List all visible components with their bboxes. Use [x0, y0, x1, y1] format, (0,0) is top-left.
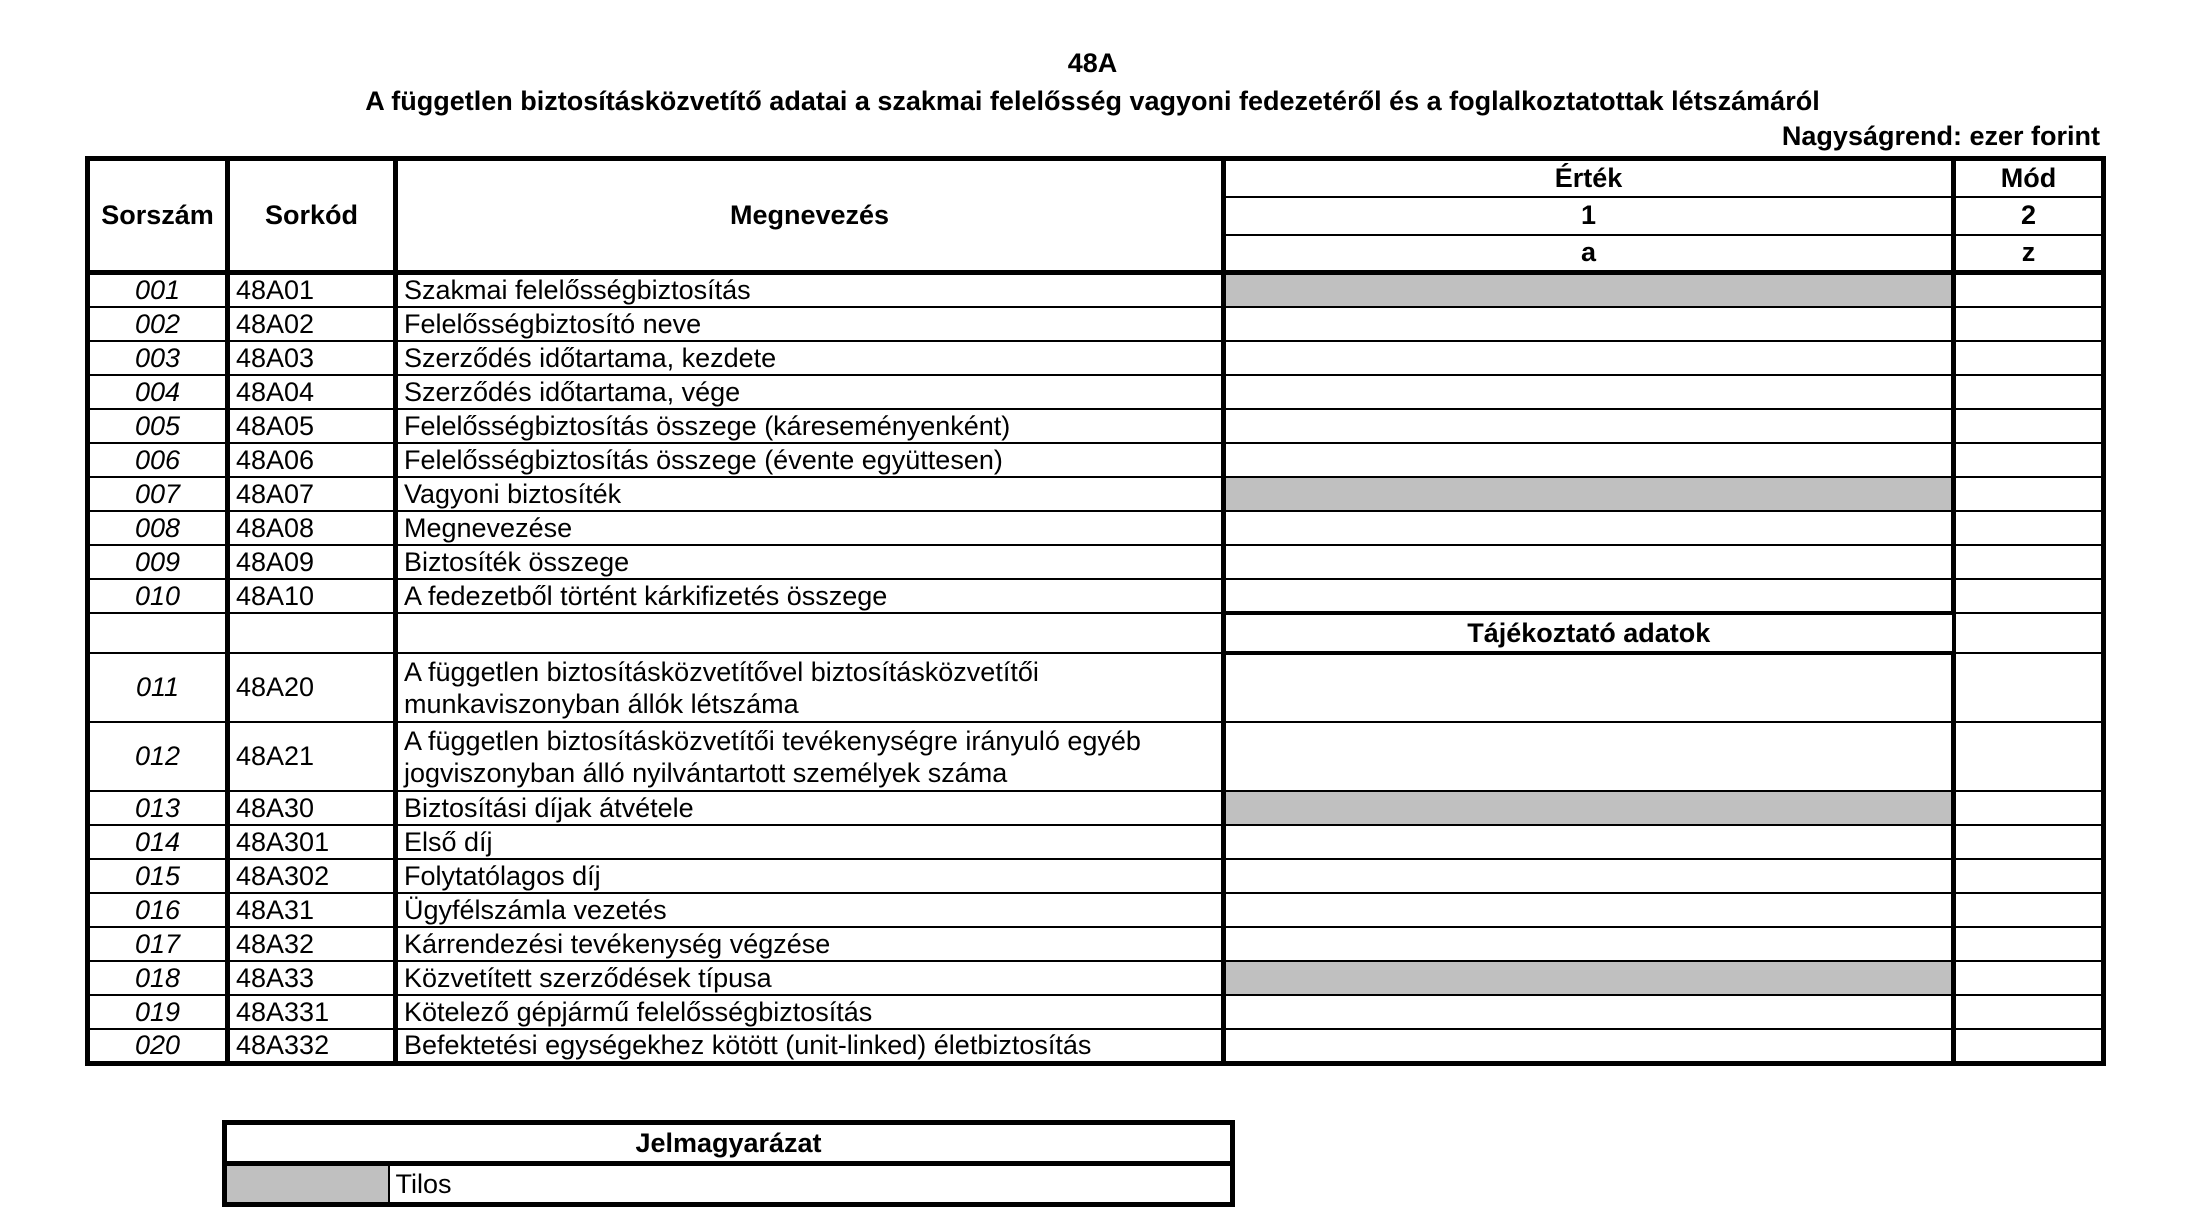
- row-megnevezes: Kötelező gépjármű felelősségbiztosítás: [396, 995, 1224, 1029]
- row-mod-cell[interactable]: [1954, 307, 2104, 341]
- table-row: [88, 443, 2104, 477]
- row-ertek-cell[interactable]: [1224, 341, 1954, 375]
- table-row: [88, 409, 2104, 443]
- row-mod-cell[interactable]: [1954, 443, 2104, 477]
- row-sorkod: 48A09: [228, 545, 396, 579]
- row-ertek-cell[interactable]: [1224, 825, 1954, 859]
- row-megnevezes: Felelősségbiztosítás összege (évente együttesen): [396, 443, 1224, 477]
- row-sorkod: 48A05: [228, 409, 396, 443]
- row-megnevezes: A független biztosításközvetítői tevékenységre irányuló egyéb jogviszonyban álló nyilvántartott személyek száma: [396, 722, 1224, 791]
- row-mod-cell[interactable]: [1954, 653, 2104, 722]
- row-sorkod: 48A32: [228, 927, 396, 961]
- info-empty-sorkod: [228, 613, 396, 653]
- row-megnevezes: Felelősségbiztosítás összege (káreseményenként): [396, 409, 1224, 443]
- row-sorszam: 008: [88, 511, 228, 545]
- row-sorszam: 017: [88, 927, 228, 961]
- row-ertek-cell: [1224, 791, 1954, 825]
- table-row: [88, 273, 2104, 308]
- row-mod-cell[interactable]: [1954, 961, 2104, 995]
- row-megnevezes: Felelősségbiztosító neve: [396, 307, 1224, 341]
- row-sorszam: 002: [88, 307, 228, 341]
- row-mod-cell[interactable]: [1954, 1029, 2104, 1064]
- row-sorszam: 004: [88, 375, 228, 409]
- row-ertek-cell[interactable]: [1224, 653, 1954, 722]
- legend-grey-swatch: [225, 1164, 389, 1205]
- header-mod-letter: z: [1954, 235, 2104, 273]
- row-sorszam: 005: [88, 409, 228, 443]
- row-megnevezes: Ügyfélszámla vezetés: [396, 893, 1224, 927]
- row-megnevezes: Biztosítási díjak átvétele: [396, 791, 1224, 825]
- row-ertek-cell[interactable]: [1224, 1029, 1954, 1064]
- row-sorszam: 010: [88, 579, 228, 613]
- row-ertek-cell[interactable]: [1224, 375, 1954, 409]
- row-sorkod: 48A08: [228, 511, 396, 545]
- row-sorkod: 48A06: [228, 443, 396, 477]
- row-sorkod: 48A04: [228, 375, 396, 409]
- row-mod-cell[interactable]: [1954, 995, 2104, 1029]
- row-mod-cell[interactable]: [1954, 545, 2104, 579]
- legend-table: [222, 1120, 1235, 1207]
- row-mod-cell[interactable]: [1954, 341, 2104, 375]
- row-megnevezes: Vagyoni biztosíték: [396, 477, 1224, 511]
- row-sorszam: 009: [88, 545, 228, 579]
- table-row: [88, 341, 2104, 375]
- row-mod-cell[interactable]: [1954, 893, 2104, 927]
- info-empty-mod: [1954, 613, 2104, 653]
- table-row: [88, 927, 2104, 961]
- row-sorszam: 006: [88, 443, 228, 477]
- row-megnevezes: Megnevezése: [396, 511, 1224, 545]
- row-sorszam: 016: [88, 893, 228, 927]
- row-ertek-cell: [1224, 477, 1954, 511]
- header-sorkod: Sorkód: [228, 159, 396, 273]
- main-table: [85, 156, 2106, 1066]
- table-row: [88, 511, 2104, 545]
- row-megnevezes: Szerződés időtartama, vége: [396, 375, 1224, 409]
- row-sorkod: 48A30: [228, 791, 396, 825]
- row-megnevezes: Közvetített szerződések típusa: [396, 961, 1224, 995]
- row-ertek-cell: [1224, 273, 1954, 308]
- row-mod-cell[interactable]: [1954, 722, 2104, 791]
- row-ertek-cell: [1224, 961, 1954, 995]
- header-sorszam: Sorszám: [88, 159, 228, 273]
- row-ertek-cell[interactable]: [1224, 893, 1954, 927]
- unit-note: Nagyságrend: ezer forint: [1781, 121, 2100, 151]
- row-sorkod: 48A332: [228, 1029, 396, 1064]
- row-sorkod: 48A33: [228, 961, 396, 995]
- table-row: [88, 477, 2104, 511]
- row-sorkod: 48A01: [228, 273, 396, 308]
- row-sorkod: 48A301: [228, 825, 396, 859]
- row-ertek-cell[interactable]: [1224, 927, 1954, 961]
- header-ertek-letter: a: [1224, 235, 1954, 273]
- header-mod: Mód: [1954, 159, 2104, 197]
- row-sorszam: 018: [88, 961, 228, 995]
- row-sorszam: 007: [88, 477, 228, 511]
- row-megnevezes: Folytatólagos díj: [396, 859, 1224, 893]
- legend-title: Jelmagyarázat: [225, 1123, 1233, 1164]
- info-empty-sorszam: [88, 613, 228, 653]
- row-megnevezes: Kárrendezési tevékenység végzése: [396, 927, 1224, 961]
- row-mod-cell[interactable]: [1954, 791, 2104, 825]
- table-row: [88, 961, 2104, 995]
- row-ertek-cell[interactable]: [1224, 511, 1954, 545]
- table-row: [88, 722, 2104, 791]
- row-sorkod: 48A02: [228, 307, 396, 341]
- row-ertek-cell[interactable]: [1224, 443, 1954, 477]
- row-ertek-cell[interactable]: [1224, 409, 1954, 443]
- header-mod-number: 2: [1954, 197, 2104, 235]
- row-sorkod: 48A331: [228, 995, 396, 1029]
- row-mod-cell[interactable]: [1954, 477, 2104, 511]
- row-ertek-cell[interactable]: [1224, 995, 1954, 1029]
- table-row: [88, 791, 2104, 825]
- table-row: [88, 893, 2104, 927]
- row-sorkod: 48A21: [228, 722, 396, 791]
- row-sorkod: 48A03: [228, 341, 396, 375]
- info-header-row: [88, 613, 2104, 653]
- row-mod-cell[interactable]: [1954, 511, 2104, 545]
- table-row: [88, 995, 2104, 1029]
- row-sorkod: 48A20: [228, 653, 396, 722]
- row-sorkod: 48A10: [228, 579, 396, 613]
- row-sorszam: 013: [88, 791, 228, 825]
- row-sorszam: 014: [88, 825, 228, 859]
- row-megnevezes: Biztosíték összege: [396, 545, 1224, 579]
- row-ertek-cell[interactable]: [1224, 859, 1954, 893]
- row-mod-cell[interactable]: [1954, 927, 2104, 961]
- row-sorkod: 48A302: [228, 859, 396, 893]
- row-ertek-cell[interactable]: [1224, 722, 1954, 791]
- row-mod-cell[interactable]: [1954, 579, 2104, 613]
- form-title: A független biztosításközvetítő adatai a szakmai felelősség vagyoni fedezetéről és a foglalkoztatottak létszámáról: [365, 86, 1820, 116]
- table-row: [88, 653, 2104, 722]
- row-megnevezes: Befektetési egységekhez kötött (unit-linked) életbiztosítás: [396, 1029, 1224, 1064]
- row-ertek-cell[interactable]: [1224, 579, 1954, 613]
- row-sorszam: 020: [88, 1029, 228, 1064]
- table-row: [88, 375, 2104, 409]
- legend-grey-label: Tilos: [389, 1164, 1233, 1205]
- header-ertek: Érték: [1224, 159, 1954, 197]
- row-megnevezes: A független biztosításközvetítővel biztosításközvetítői munkaviszonyban állók létszáma: [396, 653, 1224, 722]
- row-mod-cell[interactable]: [1954, 825, 2104, 859]
- row-sorszam: 019: [88, 995, 228, 1029]
- table-row: [88, 545, 2104, 579]
- row-megnevezes: Első díj: [396, 825, 1224, 859]
- info-header: Tájékoztató adatok: [1224, 613, 1954, 653]
- table-row: [88, 307, 2104, 341]
- form-code: 48A: [1067, 48, 1118, 78]
- table-row: [88, 825, 2104, 859]
- row-megnevezes: A fedezetből történt kárkifizetés összege: [396, 579, 1224, 613]
- row-ertek-cell[interactable]: [1224, 545, 1954, 579]
- header-megnevezes: Megnevezés: [396, 159, 1224, 273]
- row-mod-cell[interactable]: [1954, 409, 2104, 443]
- row-mod-cell[interactable]: [1954, 859, 2104, 893]
- header-ertek-number: 1: [1224, 197, 1954, 235]
- row-sorkod: 48A07: [228, 477, 396, 511]
- table-row: [88, 1029, 2104, 1064]
- row-sorszam: 012: [88, 722, 228, 791]
- row-sorszam: 011: [88, 653, 228, 722]
- row-sorszam: 001: [88, 273, 228, 308]
- row-megnevezes: Szerződés időtartama, kezdete: [396, 341, 1224, 375]
- row-ertek-cell[interactable]: [1224, 307, 1954, 341]
- row-sorszam: 003: [88, 341, 228, 375]
- row-mod-cell[interactable]: [1954, 375, 2104, 409]
- table-row: [88, 579, 2104, 613]
- row-sorkod: 48A31: [228, 893, 396, 927]
- row-sorszam: 015: [88, 859, 228, 893]
- info-empty-megnevezes: [396, 613, 1224, 653]
- table-row: [88, 859, 2104, 893]
- row-mod-cell[interactable]: [1954, 273, 2104, 308]
- row-megnevezes: Szakmai felelősségbiztosítás: [396, 273, 1224, 308]
